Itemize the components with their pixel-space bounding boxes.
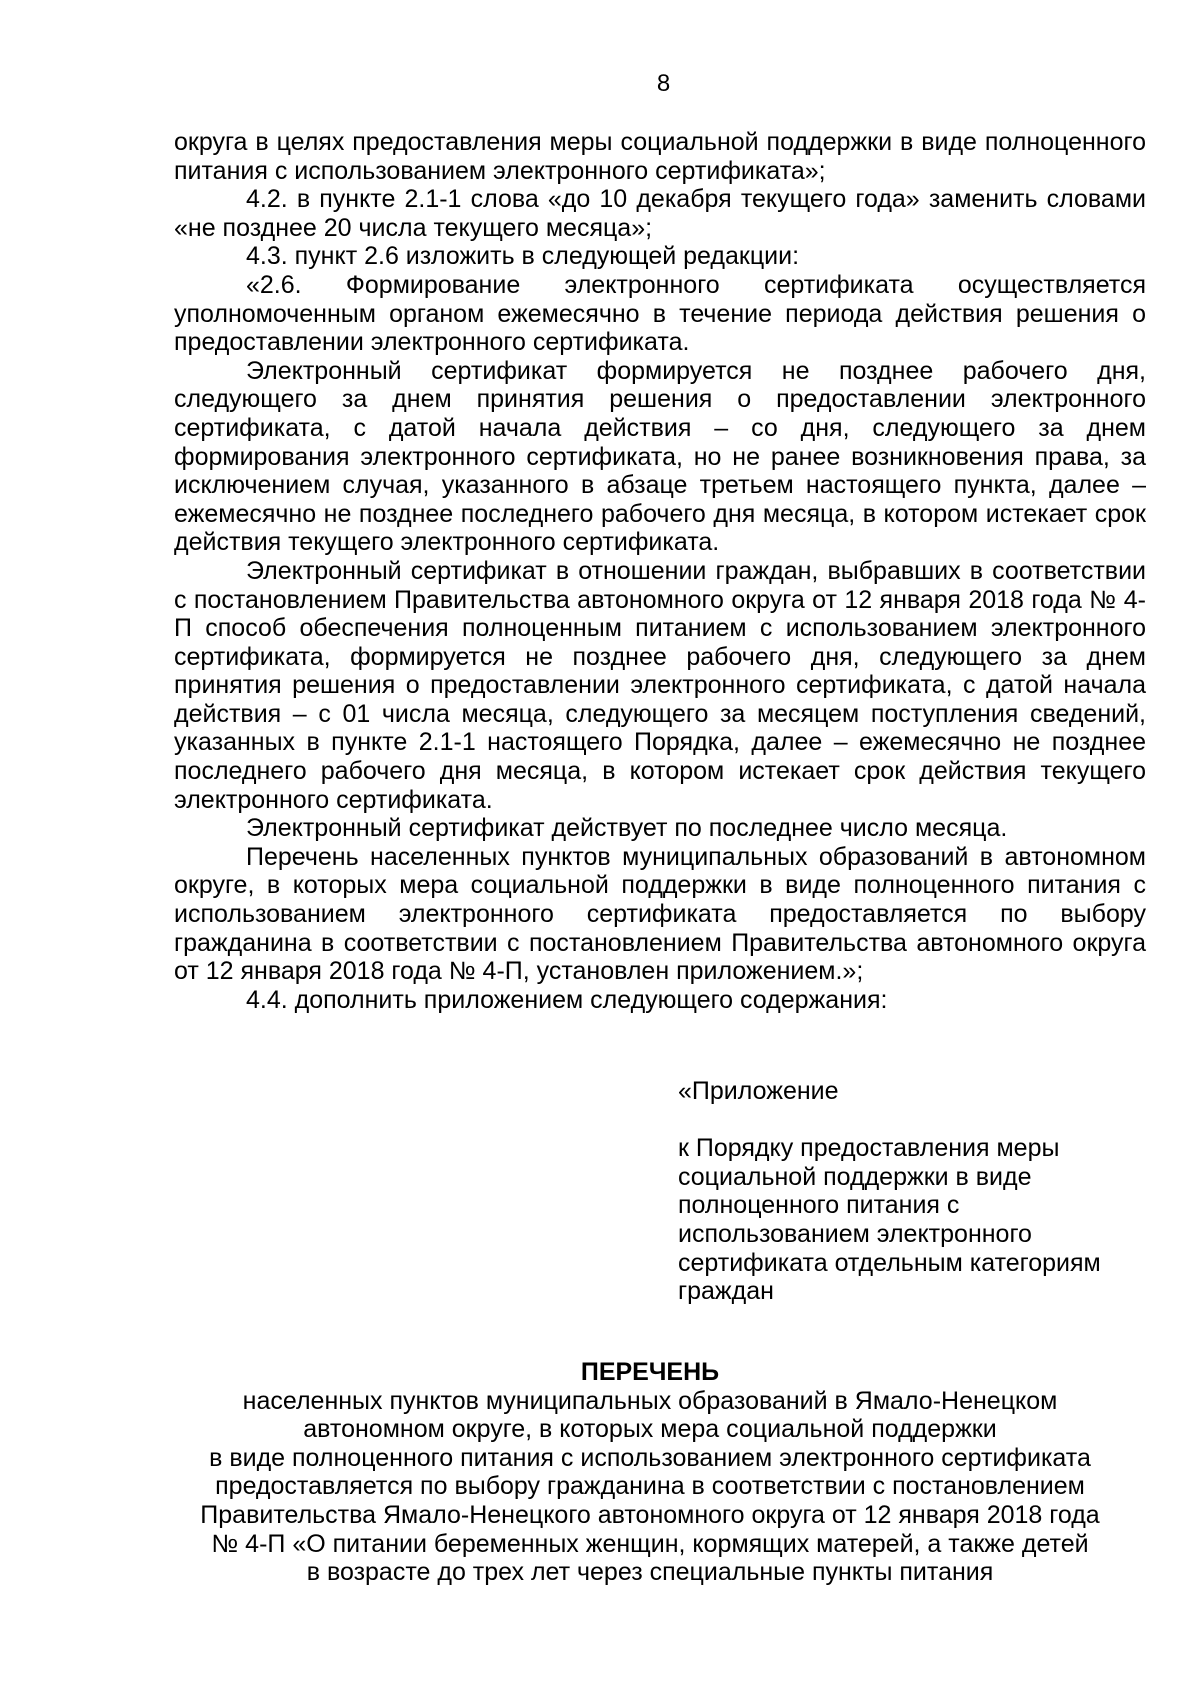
page-number: 8 [656, 70, 671, 97]
paragraph: Электронный сертификат формируется не позднее рабочего дня, следующего за днем принятия решения о предоставлении электронного сертификата, с датой начала действия – со дня, следующего за днем формирования электронного сертификата, но не ранее возникновения права, за исключением случая, указанного в абзаце третьем настоящего пункта, далее – ежемесячно не позднее последнего рабочего дня месяца, в котором истекает срок действия текущего электронного сертификата. [174, 356, 1146, 557]
appendix-label: «Приложение [678, 1077, 839, 1105]
heading-subtitle-line: автономном округе, в которых мера социальной поддержки [303, 1415, 997, 1444]
appendix-block [678, 1077, 1148, 1306]
paragraph: 4.3. пункт 2.6 изложить в следующей редакции: [246, 242, 800, 271]
heading-subtitle-line: населенных пунктов муниципальных образований в Ямало-Ненецком [242, 1386, 1058, 1415]
heading-subtitle-line: в возрасте до трех лет через специальные пункты питания [306, 1558, 994, 1587]
heading-subtitle-line: Правительства Ямало-Ненецкого автономного округа от 12 января 2018 года [200, 1500, 1100, 1529]
paragraph: 4.4. дополнить приложением следующего содержания: [246, 985, 888, 1014]
paragraph: «2.6. Формирование электронного сертификата осуществляется уполномоченным органом ежемесячно в течение периода действия решения о предоставлении электронного сертификата. [174, 270, 1146, 357]
appendix-description: к Порядку предоставления меры социальной поддержки в виде полноценного питания с использованием электронного сертификата отдельным категориям граждан [678, 1134, 1101, 1306]
paragraph: 4.2. в пункте 2.1-1 слова «до 10 декабря текущего года» заменить словами «не позднее 20 числа текущего месяца»; [174, 185, 1146, 242]
heading-subtitle-line: в виде полноценного питания с использованием электронного сертификата [209, 1443, 1091, 1472]
paragraph: округа в целях предоставления меры социальной поддержки в виде полноценного питания с использованием электронного сертификата»; [174, 128, 1146, 185]
paragraph: Электронный сертификат в отношении граждан, выбравших в соответствии с постановлением Правительства автономного округа от 12 января 2018 года № 4-П способ обеспечения полноценным питанием с использованием электронного сертификата, формируется не позднее рабочего дня, следующего за днем принятия решения о предоставлении электронного сертификата, с датой начала действия – с 01 числа месяца, следующего за месяцем поступления сведений, указанных в пункте 2.1-1 настоящего Порядка, далее – ежемесячно не позднее последнего рабочего дня месяца, в котором истекает срок действия текущего электронного сертификата. [174, 556, 1146, 814]
heading-subtitle-line: предоставляется по выбору гражданина в соответствии с постановлением [215, 1472, 1085, 1501]
paragraph: Электронный сертификат действует по последнее число месяца. [246, 814, 1008, 843]
paragraph: Перечень населенных пунктов муниципальных образований в автономном округе, в которых мера социальной поддержки в виде полноценного питания с использованием электронного сертификата предоставляется по выбору гражданина в соответствии с постановлением Правительства автономного округа от 12 января 2018 года № 4-П, установлен приложением.»; [174, 842, 1146, 986]
list-heading [150, 1358, 1150, 1587]
heading-subtitle-line: № 4-П «О питании беременных женщин, кормящих матерей, а также детей [211, 1529, 1089, 1558]
document-body [174, 128, 1146, 1014]
heading-title: ПЕРЕЧЕНЬ [580, 1358, 720, 1386]
